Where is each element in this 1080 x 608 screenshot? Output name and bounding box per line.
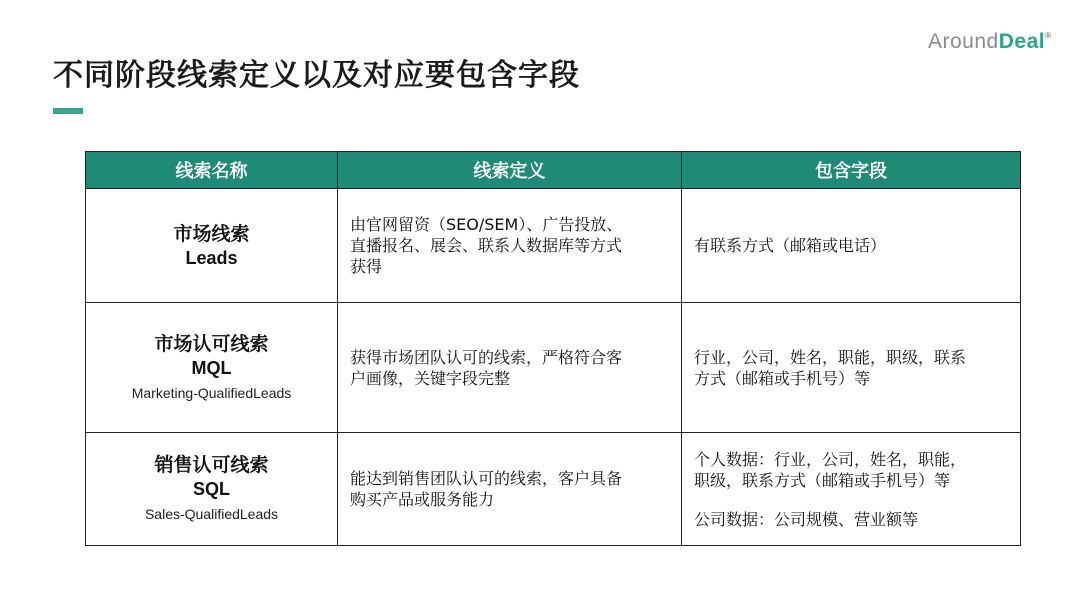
table-row — [86, 433, 1021, 546]
fields-line: 个人数据：行业，公司，姓名，职能， — [694, 449, 967, 469]
included-fields-cell — [682, 189, 1021, 303]
title-accent-bar — [53, 108, 83, 114]
fields-line: 方式（邮箱或手机号）等 — [694, 368, 871, 388]
header-lead-name: 线索名称 — [86, 152, 338, 189]
lead-name: 市场线索 — [173, 222, 250, 245]
fields-spacer — [694, 491, 1008, 509]
definition-line: 直播报名、展会、联系人数据库等方式 — [350, 236, 623, 255]
logo-text-deal: Deal — [998, 30, 1046, 53]
fields-line: 职级，联系方式（邮箱或手机号）等 — [694, 470, 951, 490]
lead-name: 市场认可线索 — [154, 332, 269, 355]
header-included-fields: 包含字段 — [682, 152, 1021, 189]
lead-stage-table — [85, 151, 1021, 546]
definition-line: 户画像，关键字段完整 — [350, 368, 511, 388]
slide-title: 不同阶段线索定义以及对应要包含字段 — [53, 58, 580, 93]
fields-line: 公司数据：公司规模、营业额等 — [694, 509, 919, 529]
lead-full-name: Sales-QualifiedLeads — [144, 506, 279, 522]
fields-line: 行业，公司，姓名，职能，职级，联系 — [694, 347, 967, 367]
table-header-row — [86, 152, 1021, 189]
lead-abbr: MQL — [191, 357, 232, 378]
table-row — [86, 189, 1021, 303]
logo-text-around: Around — [928, 30, 999, 53]
definition-line: 购买产品或服务能力 — [350, 490, 495, 509]
lead-name-cell — [86, 303, 338, 433]
lead-full-name: Marketing-QualifiedLeads — [131, 384, 292, 401]
lead-name-cell — [86, 433, 338, 546]
lead-definition-cell — [338, 303, 682, 433]
aroundDeal-logo — [928, 30, 1051, 54]
fields-line: 有联系方式（邮箱或电话） — [694, 236, 887, 255]
registered-mark: ® — [1045, 31, 1052, 40]
lead-name-cell — [86, 189, 338, 303]
lead-definition-cell — [338, 433, 682, 546]
definition-line: 能达到销售团队认可的线索，客户具备 — [350, 469, 623, 488]
header-lead-definition: 线索定义 — [338, 152, 682, 189]
lead-name: 销售认可线索 — [154, 454, 269, 476]
lead-abbr: SQL — [192, 479, 230, 499]
included-fields-cell — [682, 433, 1021, 546]
definition-line: 由官网留资（SEO/SEM）、广告投放、 — [350, 215, 623, 234]
table-row — [86, 303, 1021, 433]
definition-line: 获得 — [350, 257, 383, 276]
lead-abbr: Leads — [185, 247, 238, 268]
definition-line: 获得市场团队认可的线索，严格符合客 — [350, 347, 623, 367]
lead-definition-cell — [338, 189, 682, 303]
included-fields-cell — [682, 303, 1021, 433]
